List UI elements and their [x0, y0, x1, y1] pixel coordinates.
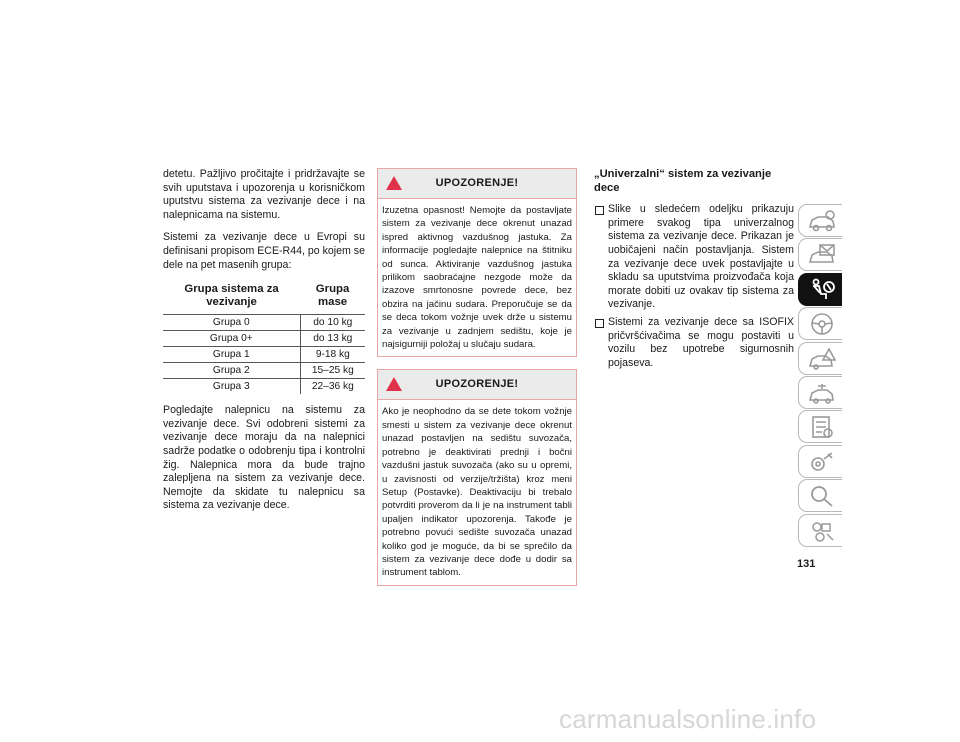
table-cell: 22–36 kg — [300, 379, 365, 395]
table-row — [163, 379, 365, 395]
seatbelt-airbag-icon — [808, 278, 836, 302]
warning-title: UPOZORENJE! — [435, 378, 519, 391]
tab-steering-wheel[interactable] — [798, 307, 842, 340]
middle-column — [377, 168, 577, 598]
checklist-icon — [808, 415, 836, 439]
chapter-tabs-sidebar — [798, 204, 842, 548]
list-item — [594, 316, 794, 370]
warning-header — [378, 169, 576, 199]
watermark: carmanualsonline.info — [559, 704, 817, 734]
warning-header — [378, 370, 576, 400]
tab-car-info[interactable] — [798, 204, 842, 237]
list-item-text: Slike u sledećem odeljku prikazuju primere svakog tipa univerzalnog sistema za vezivanje dece. Prikazan je uobičajeni način postavljanja. Sistem za vezivanje dece uvek postavljajte u skladu sa uputstvima proizvođača koja morate dobiti uz ovakav tip sistema za vezivanje. — [608, 203, 794, 311]
warning-text: Ako je neophodno da se dete tokom vožnje smesti u sistem za vezivanje dece okrenut unazad postavljen na sedištu suvozača, potrebno je deaktivirati prednji i bočni vazdušni jastuk suvozača (ako su u opremi, u zavisnosti od verzije/tržišta) kroz meni Setup (Postavke). Deaktivaciju bi trebalo potvrditi proverom da li je na instrument tabli upaljen indikator upozorenja. Takođe je potrebno povući sedište suvozača unazad koliko god je moguće, da bi se sprečilo da sistem za vezivanje dece dođe u dodir sa instrument tablom. — [382, 406, 572, 579]
warning-title: UPOZORENJE! — [435, 177, 519, 189]
tab-magnifier[interactable] — [798, 479, 842, 512]
list-item — [594, 203, 794, 312]
bullet-list — [594, 203, 794, 370]
list-item-text: Sistemi za vezivanje dece sa ISOFIX pričvršćivačima se mogu postaviti u vozilu bez upotrebe sigurnosnih pojaseva. — [608, 315, 794, 369]
ece-paragraph: Sistemi za vezivanje dece u Evropi su definisani propisom ECE-R44, po kojem se dele na pet masenih grupa: — [163, 231, 365, 271]
tab-wrench-gear[interactable] — [798, 445, 842, 478]
table-header-row — [163, 281, 365, 315]
table-row — [163, 363, 365, 379]
tab-multimedia[interactable] — [798, 514, 842, 547]
table-row — [163, 347, 365, 363]
multimedia-icon — [808, 519, 836, 543]
table-row — [163, 331, 365, 347]
left-column — [163, 168, 365, 522]
label-paragraph: Pogledajte nalepnicu na sistemu za vezivanje dece. Svi odobreni sistemi za vezivanje dece moraju da na nalepnici sadrže podatke o odobrenju tipa i kontrolni žig. Nalepnica mora da bude trajno zalepljena na sistem za vezivanje dece. Nemojte da skidate tu nalepnicu sa sistema za vezivanje dece. — [163, 404, 365, 512]
section-heading: „Univerzalni“ sistem za vezivanje dece — [594, 168, 772, 194]
car-tools-icon — [808, 381, 836, 405]
warning-text: Izuzetna opasnost! Nemojte da postavljate sistem za vezivanje dece okrenut unazad ispred aktivnog vazdušnog jastuka. Za informacije pogledajte nalepnice na štitniku od sunca. Aktiviranje vazdušnog jastuka prilikom saobraćajne nezgode može da izazove smrtonosne povrede dece, bez obzira na jačinu sudara. Preporučuje se da se deca tokom vožnje uvek drže u sistemu za vezivanje u zadnjem sedištu, koje je najsigurniji položaj u slučaju sudara. — [382, 205, 572, 351]
right-column — [594, 168, 794, 374]
mass-groups-table — [163, 281, 365, 394]
table-cell: Grupa 0 — [163, 315, 300, 331]
tab-checklist[interactable] — [798, 410, 842, 443]
tab-seatbelt-airbag[interactable] — [798, 273, 842, 306]
page-number: 131 — [797, 558, 816, 570]
table-cell: Grupa 2 — [163, 363, 300, 379]
steering-wheel-icon — [808, 312, 836, 336]
table-header: Grupa mase — [315, 283, 350, 309]
table-cell: 9-18 kg — [300, 347, 365, 363]
checkbox-bullet-icon — [595, 319, 604, 328]
car-info-icon — [808, 209, 836, 233]
table-cell: do 10 kg — [300, 315, 365, 331]
warning-box — [377, 369, 577, 585]
warning-box — [377, 168, 577, 357]
car-warning-icon — [808, 347, 836, 371]
table-cell: Grupa 3 — [163, 379, 300, 395]
intro-paragraph: detetu. Pažljivo pročitajte i pridržavajte se svih uputstava i upozorenja u korisničkom uputstvu sistema za vezivanje dece i na nalepnicama na sistemu. — [163, 168, 365, 221]
table-cell: Grupa 1 — [163, 347, 300, 363]
tab-car-warning[interactable] — [798, 342, 842, 375]
table-cell: Grupa 0+ — [163, 331, 300, 347]
wrench-gear-icon — [808, 450, 836, 474]
table-header: Grupa sistema za vezivanje — [184, 283, 279, 309]
table-cell: 15–25 kg — [300, 363, 365, 379]
table-row — [163, 315, 365, 331]
car-message-icon — [808, 243, 836, 267]
checkbox-bullet-icon — [595, 206, 604, 215]
magnifier-icon — [808, 484, 836, 508]
table-cell: do 13 kg — [300, 331, 365, 347]
tab-car-tools[interactable] — [798, 376, 842, 409]
tab-car-message[interactable] — [798, 238, 842, 271]
